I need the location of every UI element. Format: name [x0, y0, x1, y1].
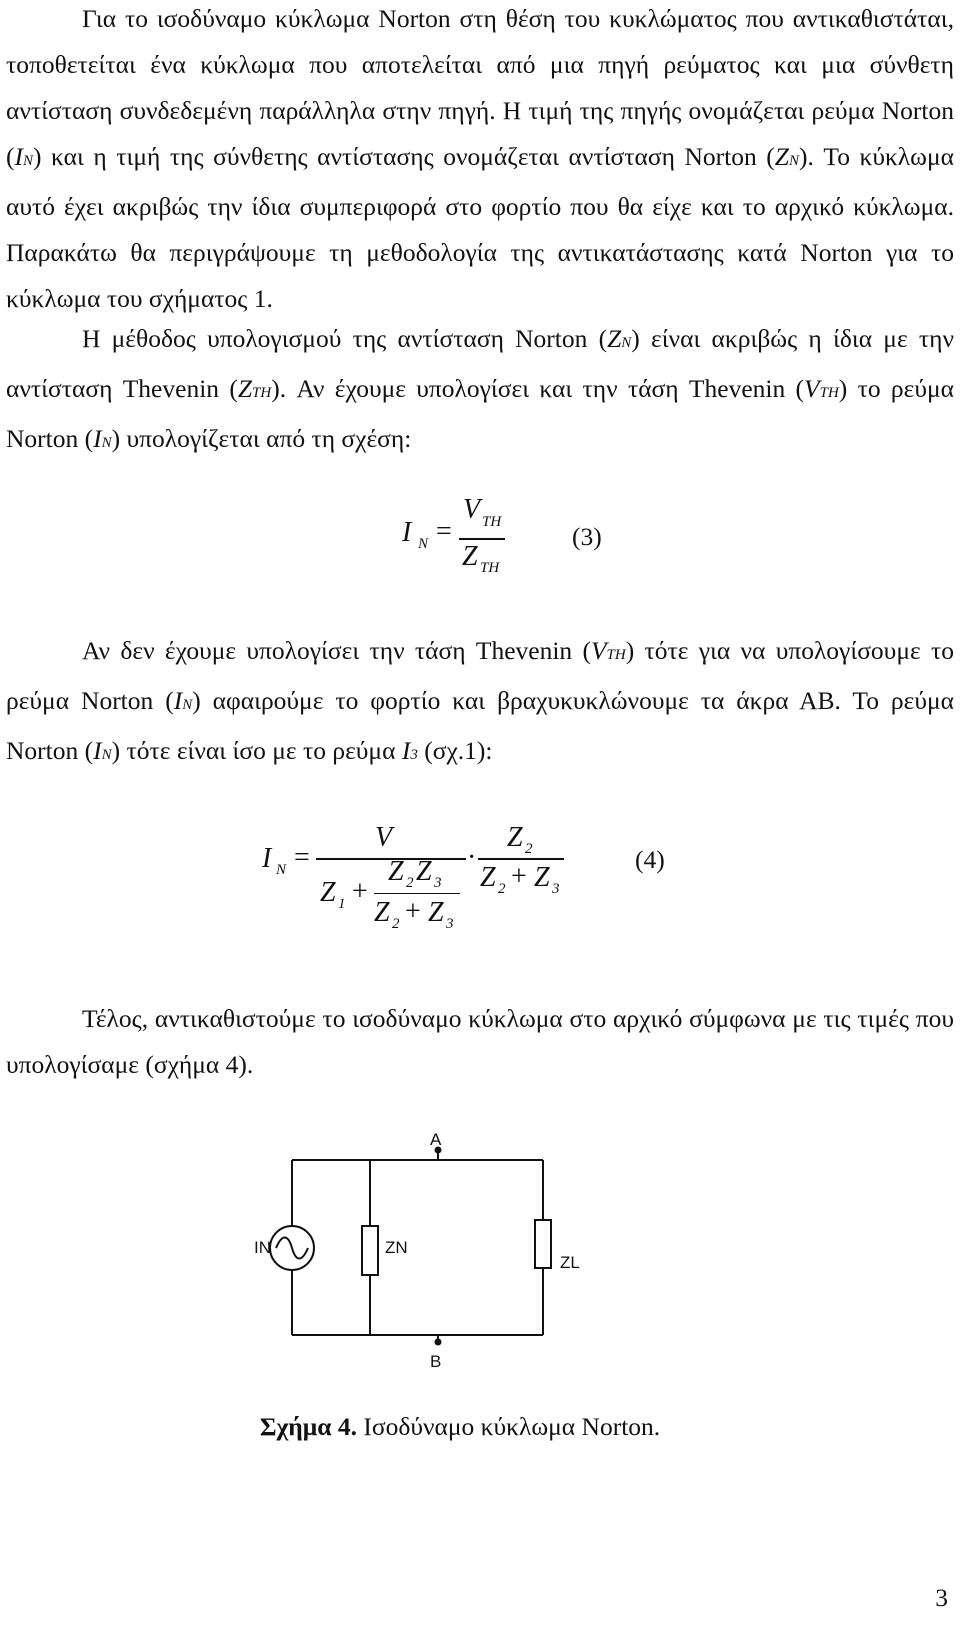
eq4-plus: + [352, 876, 368, 907]
eq4-den-plus: + [511, 861, 527, 892]
text: ) υπολογίζεται από τη σχέση: [111, 424, 412, 453]
eq4-inner-z3-sub: 3 [434, 875, 442, 891]
eq4-inner-z3: Z [416, 856, 432, 887]
text: (σχ.1): [417, 736, 493, 765]
node-a-label: A [430, 1130, 442, 1149]
eq4-inner-bar [374, 893, 460, 894]
symbol-v: V [804, 374, 820, 403]
zl-resistor [535, 1220, 551, 1268]
eq4-num-z2-sub: 2 [525, 841, 533, 857]
symbol-i: I [93, 736, 102, 765]
subscript: TH [606, 647, 626, 663]
eq4-num-z2: Z [507, 822, 523, 853]
subscript: N [182, 697, 193, 713]
subscript: N [23, 153, 34, 169]
eq4-inner-den-z2-sub: 2 [392, 916, 400, 932]
subscript: 3 [410, 747, 418, 763]
symbol-i: I [401, 736, 411, 765]
subscript: TH [819, 385, 839, 401]
symbol-z: Z [237, 374, 253, 403]
eq4-den-z3-sub: 3 [552, 881, 560, 897]
paragraph-conclusion: Τέλος, αντικαθιστούμε το ισοδύναμο κύκλωμα στο αρχικό σύμφωνα με τις τιμές που υπολογίσαμε (σχήμα 4). [6, 1004, 954, 1079]
eq4-number: (4) [635, 845, 665, 874]
paragraph-norton-resistance [6, 316, 954, 466]
zn-label: ZN [385, 1238, 408, 1257]
subscript: TH [252, 385, 272, 401]
symbol-z: Z [774, 142, 789, 171]
eq4-inner-z2-sub: 2 [406, 875, 414, 891]
caption-label: Σχήμα 4. [259, 1412, 357, 1441]
text: ) και η τιμή της σύνθετης αντίστασης ονομάζεται αντίσταση Norton ( [33, 142, 775, 171]
node-b-label: B [430, 1352, 442, 1371]
text: Η μέθοδος υπολογισμού της αντίσταση Norton ( [82, 324, 608, 353]
subscript: N [101, 435, 112, 451]
text: Για το ισοδύναμο κύκλωμα Norton στη θέση του κυκλώματος που αντικαθιστάται, τοποθετείται ένα κύκλωμα που αποτελείται από μια πηγή ρεύματος και μια σύνθετη αντίσταση συνδεδεμένη παράλληλα στην πηγή. Η τιμή της πηγής ονομάζεται ρεύμα Norton ( [6, 4, 954, 171]
symbol-i: I [14, 142, 23, 171]
eq4-den-z2-sub: 2 [498, 881, 506, 897]
eq4-dot: · [467, 842, 477, 873]
symbol-i: I [173, 686, 183, 715]
symbol-i: I [93, 424, 102, 453]
paragraph-short-circuit [6, 628, 954, 778]
norton-circuit-diagram [0, 1130, 960, 1410]
eq3-lhs-i: I [402, 517, 412, 548]
caption-text: Ισοδύναμο κύκλωμα Norton. [356, 1412, 661, 1441]
text: ) αφαιρούμε το φορτίο και βραχυκυκλώνουμε τα άκρα ΑΒ. Το ρεύμα Norton ( [6, 686, 954, 765]
eq3-den-sub: TH [480, 560, 500, 576]
node-b-dot [435, 1339, 442, 1346]
eq4-inner-den-z3: Z [428, 897, 444, 928]
eq4-inner-den-plus: + [405, 896, 421, 927]
eq4-lhs-sub: N [276, 862, 287, 878]
paragraph-norton-intro [6, 0, 954, 322]
source-label: IN [254, 1238, 271, 1257]
text: ). Το κύκλωμα αυτό έχει ακριβώς την ίδια συμπεριφορά στο φορτίο που θα είχε και το αρχικό κύκλωμα. Παρακάτω θα περιγράψουμε τη μεθοδολογία της αντικατάστασης κατά Norton για το κύκλωμα του σχήματος 1. [6, 142, 954, 313]
subscript: N [621, 335, 632, 351]
eq3-num-sub: TH [482, 514, 502, 530]
eq3-num-v: V [463, 494, 481, 525]
eq4-den-z3: Z [534, 862, 550, 893]
symbol-z: Z [607, 324, 622, 353]
subscript: N [101, 747, 112, 763]
eq4-den-z2: Z [480, 862, 496, 893]
eq4-z1-sub: 1 [338, 896, 346, 912]
eq4-equals: = [294, 842, 310, 873]
page-number: 3 [935, 1583, 948, 1612]
eq3-lhs-sub: N [418, 536, 429, 552]
subscript: N [788, 153, 799, 169]
eq4-num-v: V [375, 822, 393, 853]
eq4-inner-z2: Z [388, 856, 404, 887]
text: Αν δεν έχουμε υπολογίσει την τάση Thevenin ( [82, 636, 591, 665]
eq3-equals: = [436, 516, 452, 547]
eq4-inner-den-z2: Z [374, 897, 390, 928]
eq4-lhs-i: I [262, 843, 272, 874]
symbol-v: V [590, 636, 607, 665]
eq4-inner-den-z3-sub: 3 [446, 916, 454, 932]
circuit-wires [292, 1150, 543, 1342]
eq3-number: (3) [572, 522, 602, 551]
text: ) είναι ακριβώς η ίδια με την αντίσταση Thevenin ( [6, 324, 954, 403]
eq3-fraction-bar [459, 538, 505, 540]
zn-resistor [362, 1226, 378, 1275]
eq3-den-z: Z [462, 541, 478, 572]
text: ) τότε είναι ίσο με το ρεύμα [111, 736, 402, 765]
text: ) το ρεύμα Norton ( [6, 374, 954, 453]
eq4-z1: Z [320, 877, 336, 908]
text: ) τότε για να υπολογίσουμε το ρεύμα Norton ( [6, 636, 954, 715]
text: ). Αν έχουμε υπολογίσει και την τάση Thevenin ( [271, 374, 805, 403]
zl-label: ZL [560, 1253, 580, 1272]
figure-caption [0, 1412, 920, 1442]
eq4-main-bar-2 [478, 858, 564, 860]
